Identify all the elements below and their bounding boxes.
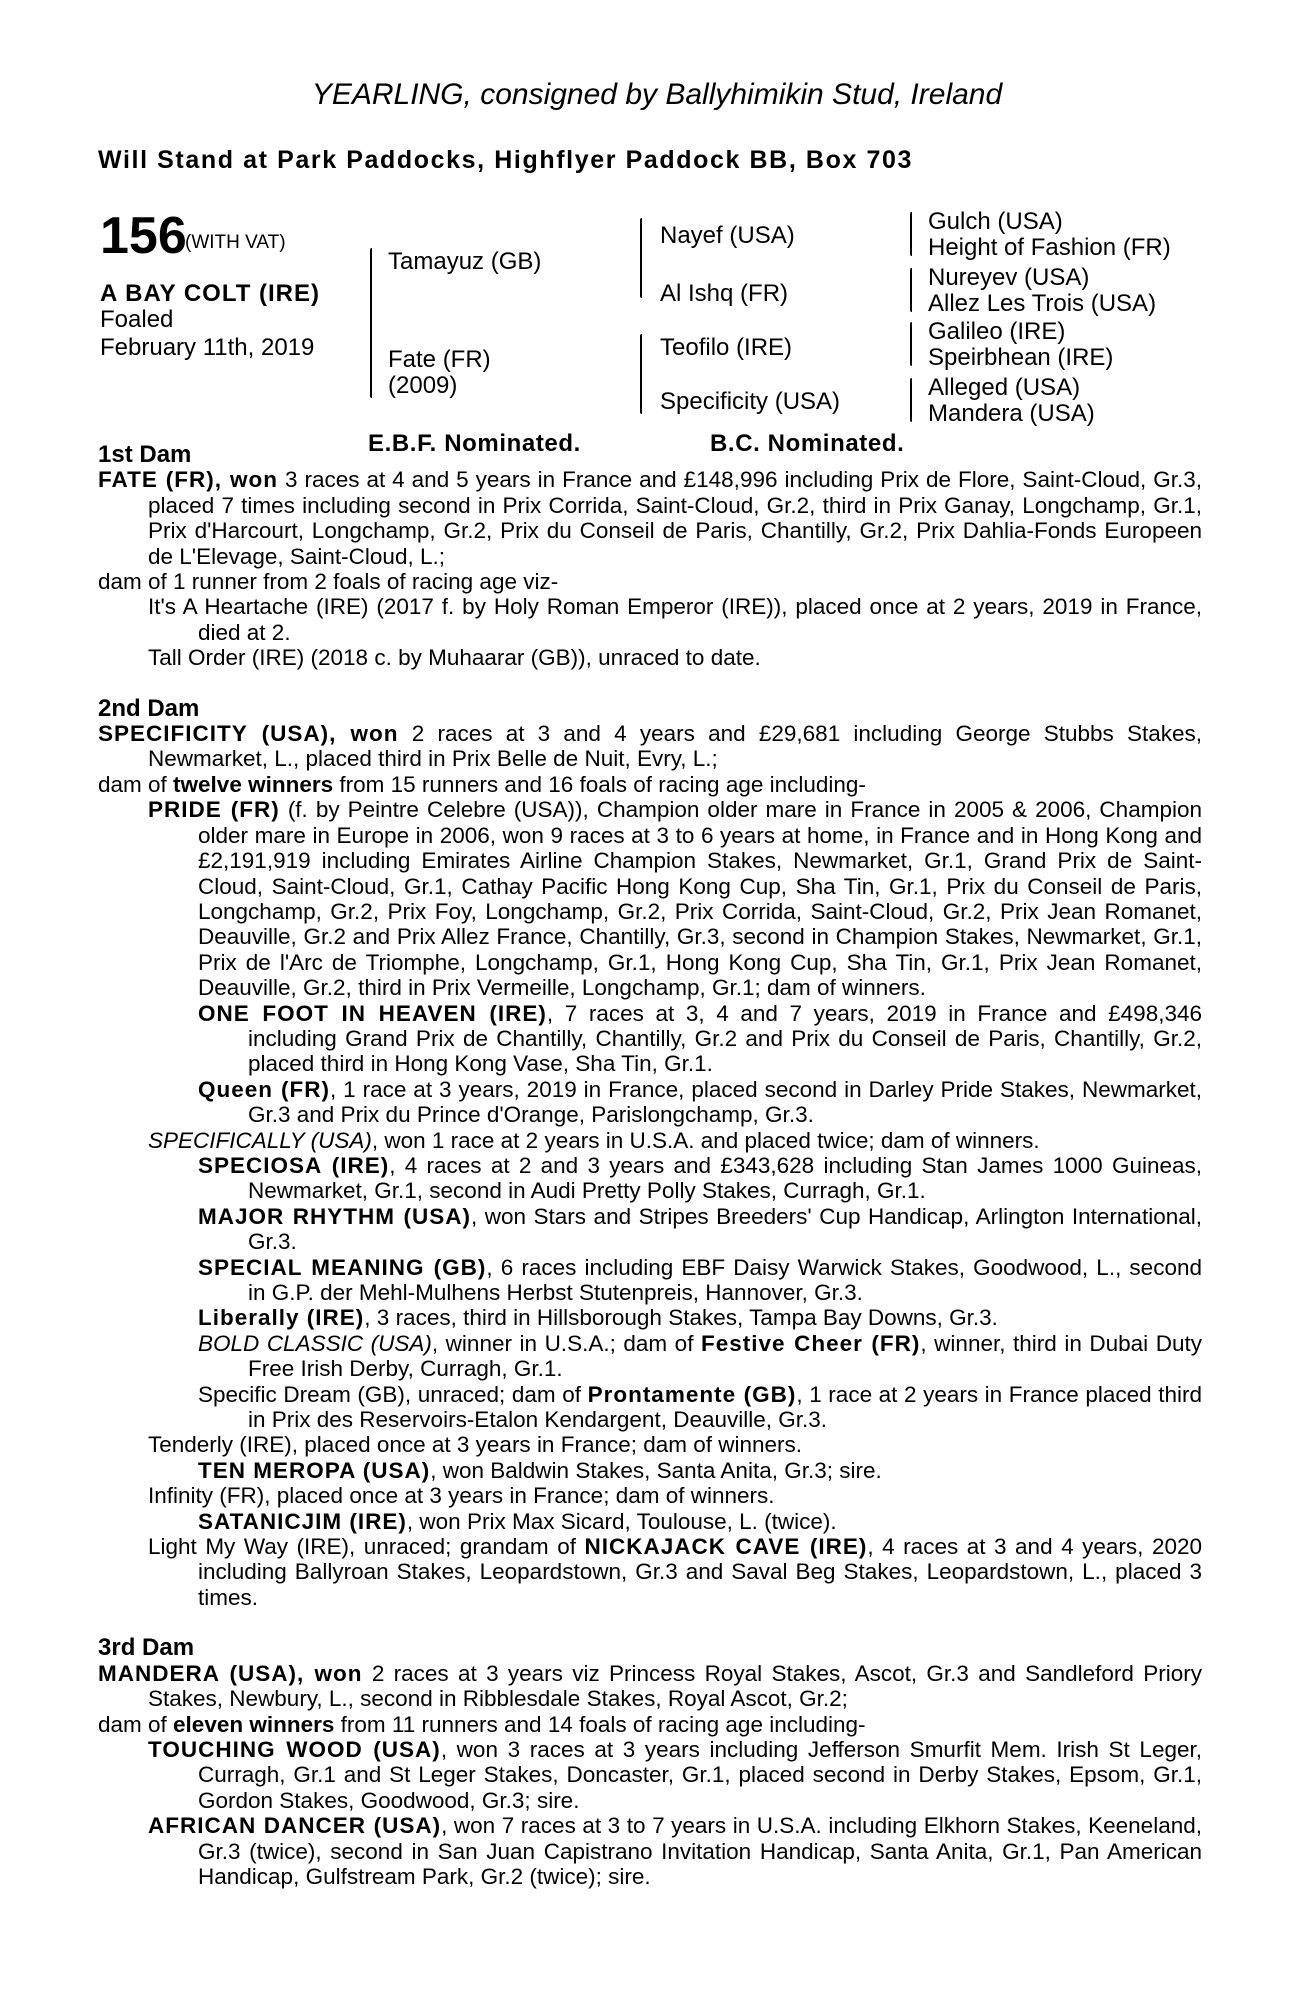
- produce-item: [98, 1813, 1202, 1889]
- pedigree-ggd: Height of Fashion (FR): [928, 234, 1171, 261]
- horse-name: NICKAJACK CAVE (IRE): [584, 1534, 868, 1560]
- page-title: YEARLING, consigned by Ballyhimikin Stud, Ireland: [311, 78, 1003, 111]
- lot-number: 156: [100, 207, 187, 265]
- horse-record: , won 7 races at 3 to 7 years in U.S.A. including Elkhorn Stakes, Keeneland, Gr.3 (twice), second in San Juan Capistrano Invitation Handicap, Santa Anita, Gr.1, Pan American Handicap, Gulfstream Park, Gr.2 (twice); sire.: [198, 1813, 1202, 1889]
- horse-record: , 1 race at 3 years, 2019 in France, placed second in Darley Pride Stakes, Newmarket, Gr.3 and Prix du Prince d'Orange, Parislongchamp, Gr.3.: [248, 1076, 1202, 1128]
- pedigree-notes: [98, 442, 1202, 1889]
- pedigree-ggd: Allez Les Trois (USA): [928, 290, 1157, 317]
- intro-text: dam of: [98, 771, 174, 797]
- horse-record: , winner in U.S.A.; dam of: [431, 1330, 701, 1356]
- horse-name: SATANICJIM (IRE): [198, 1508, 407, 1534]
- horse-record: Specific Dream (GB), unraced; dam of: [198, 1381, 588, 1407]
- pedigree-brace: [640, 334, 642, 414]
- pedigree-sire-sire: Nayef (USA): [660, 222, 795, 249]
- horse-name: SPECIAL MEANING (GB): [198, 1254, 487, 1280]
- winners-count: twelve winners: [173, 771, 334, 797]
- horse-name: Liberally (IRE): [198, 1305, 365, 1331]
- produce-item: [98, 1001, 1202, 1077]
- third-dam-produce-intro: [98, 1712, 1202, 1737]
- horse-record: , won Prix Max Sicard, Toulouse, L. (twice).: [406, 1508, 837, 1534]
- intro-text: from 11 runners and 14 foals of racing age including-: [334, 1711, 866, 1737]
- dam-record-text: 2 races at 3 years viz Princess Royal Stakes, Ascot, Gr.3 and Sandleford Priory Stakes, Newbury, L., second in Ribblesdale Stakes, Royal Ascot, Gr.2;: [148, 1660, 1202, 1712]
- produce-item: [98, 1534, 1202, 1610]
- pedigree-sire: Tamayuz (GB): [388, 248, 542, 275]
- produce-item: [98, 1255, 1202, 1306]
- pedigree-brace: [910, 268, 912, 312]
- dam-name: MANDERA (USA), won: [98, 1660, 363, 1686]
- produce-item: [98, 1458, 1202, 1483]
- vat-label: (WITH VAT): [185, 232, 286, 253]
- dam-record-text: 3 races at 4 and 5 years in France and £148,996 including Prix de Flore, Saint-Cloud, Gr.3, placed 7 times including second in Prix Corrida, Saint-Cloud, Gr.2, third in Prix Ganay, Longchamp, Gr.1, Prix d'Harcourt, Longchamp, Gr.2, Prix du Conseil de Paris, Chantilly, Gr.2, Prix Dahlia-Fonds Europeen de L'Elevage, Saint-Cloud, L.;: [148, 467, 1202, 569]
- intro-text: dam of: [98, 1711, 174, 1737]
- horse-name: Festive Cheer (FR): [701, 1330, 921, 1356]
- horse-record: (f. by Peintre Celebre (USA)), Champion older mare in France in 2005 & 2006, Champion older mare in Europe in 2006, won 9 races at 3 to 6 years at home, in France and in Hong Kong and £2,191,919 including Emirates Airline Champion Stakes, Newmarket, Gr.1, Grand Prix de Saint-Cloud, Saint-Cloud, Gr.1, Cathay Pacific Hong Kong Cup, Sha Tin, Gr.1, Prix du Conseil de Paris, Longchamp, Gr.2, Prix Foy, Longchamp, Gr.2, Prix Corrida, Saint-Cloud, Gr.2, Prix Jean Romanet, Deauville, Gr.2 and Prix Allez France, Chantilly, Gr.3, second in Champion Stakes, Newmarket, Gr.1, Prix de l'Arc de Triomphe, Longchamp, Gr.1, Hong Kong Cup, Sha Tin, Gr.1, Prix Jean Romanet, Deauville, Gr.2, third in Prix Vermeille, Longchamp, Gr.1; dam of winners.: [198, 797, 1202, 1001]
- lot-name: A BAY COLT (IRE): [100, 280, 321, 307]
- horse-name: ONE FOOT IN HEAVEN (IRE): [198, 1000, 547, 1026]
- third-dam-heading: 3rd Dam: [98, 1634, 195, 1662]
- horse-name: AFRICAN DANCER (USA): [148, 1813, 442, 1839]
- produce-item: [98, 1382, 1202, 1433]
- horse-record: , 7 races at 3, 4 and 7 years, 2019 in France and £498,346 including Grand Prix de Chantilly, Chantilly, Gr.2 and Prix du Conseil de Paris, Chantilly, Gr.2, placed third in Hong Kong Vase, Sha Tin, Gr.1.: [248, 1000, 1203, 1077]
- horse-record: , won 3 races at 3 years including Jefferson Smurfit Mem. Irish St Leger, Curragh, Gr.1 and St Leger Stakes, Doncaster, Gr.1, placed second in Derby Stakes, Epsom, Gr.1, Gordon Stakes, Goodwood, Gr.3; sire.: [198, 1736, 1202, 1813]
- pedigree-brace: [910, 322, 912, 366]
- horse-record: , 3 races, third in Hillsborough Stakes, Tampa Bay Downs, Gr.3.: [364, 1305, 998, 1331]
- pedigree-ggd: Speirbhean (IRE): [928, 344, 1114, 371]
- second-dam-record: [98, 721, 1202, 772]
- first-dam-heading: 1st Dam: [98, 441, 192, 468]
- pedigree-ggs: Nureyev (USA): [928, 264, 1090, 291]
- pedigree-brace: [910, 378, 912, 422]
- produce-item: Tenderly (IRE), placed once at 3 years in France; dam of winners.: [148, 1432, 803, 1458]
- pedigree-dam-sire: Teofilo (IRE): [660, 334, 793, 361]
- produce-item: [98, 1509, 1202, 1534]
- horse-record: , winner, third in Dubai Duty Free Irish Derby, Curragh, Gr.1.: [248, 1330, 1202, 1382]
- pedigree-brace: [910, 212, 912, 256]
- winners-count: eleven winners: [173, 1711, 335, 1737]
- horse-name: BOLD CLASSIC (USA): [198, 1330, 432, 1356]
- produce-item: [98, 1737, 1202, 1813]
- first-dam-record: [98, 467, 1202, 569]
- pedigree-ggd: Mandera (USA): [928, 400, 1095, 427]
- horse-record: , 4 races at 3 and 4 years, 2020 including Ballyroan Stakes, Leopardstown, Gr.3 and Saval Beg Stakes, Leopardstown, L., placed 3 times.: [198, 1534, 1202, 1610]
- pedigree-ggs: Gulch (USA): [928, 208, 1063, 235]
- horse-name: MAJOR RHYTHM (USA): [198, 1203, 471, 1229]
- horse-name: SPECIOSA (IRE): [198, 1152, 390, 1178]
- pedigree-dam-dam: Specificity (USA): [660, 388, 841, 415]
- pedigree-dam: Fate (FR): [388, 346, 491, 373]
- produce-item: Infinity (FR), placed once at 3 years in France; dam of winners.: [148, 1483, 775, 1509]
- horse-record: , 4 races at 2 and 3 years and £343,628 including Stan James 1000 Guineas, Newmarket, Gr.1, second in Audi Pretty Polly Stakes, Curragh, Gr.1.: [248, 1152, 1202, 1204]
- second-dam-heading: 2nd Dam: [98, 694, 200, 722]
- produce-item: [98, 797, 1202, 1000]
- produce-item: [98, 1204, 1202, 1255]
- horse-record: , 1 race at 2 years in France placed third in Prix des Reservoirs-Etalon Kendargent, Deauville, Gr.3.: [248, 1381, 1202, 1433]
- horse-record: , won Baldwin Stakes, Santa Anita, Gr.3; sire.: [430, 1457, 882, 1483]
- horse-record: , won 1 race at 2 years in U.S.A. and placed twice; dam of winners.: [371, 1127, 1040, 1153]
- foaled-date: February 11th, 2019: [100, 334, 315, 361]
- first-dam-produce-intro: dam of 1 runner from 2 foals of racing age viz-: [98, 569, 559, 595]
- second-dam-produce-intro: [98, 772, 1202, 797]
- dam-record-text: 2 races at 3 and 4 years and £29,681 including George Stubbs Stakes, Newmarket, L., placed third in Prix Belle de Nuit, Evry, L.;: [148, 721, 1202, 772]
- third-dam-record: [98, 1661, 1202, 1712]
- dam-name: FATE (FR), won: [98, 467, 278, 493]
- dam-name: SPECIFICITY (USA), won: [98, 721, 399, 747]
- produce-item: [98, 1128, 1202, 1153]
- pedigree-brace: [370, 248, 372, 398]
- produce-item: It's A Heartache (IRE) (2017 f. by Holy Roman Emperor (IRE)), placed once at 2 years, 2019 in France, died at 2.: [148, 594, 1202, 645]
- horse-name: TOUCHING WOOD (USA): [148, 1736, 441, 1762]
- pedigree-ggs: Galileo (IRE): [928, 318, 1066, 345]
- horse-record: , won Stars and Stripes Breeders' Cup Handicap, Arlington International, Gr.3.: [248, 1203, 1202, 1255]
- produce-item: Tall Order (IRE) (2018 c. by Muhaarar (GB)), unraced to date.: [148, 645, 761, 671]
- stand-location: Will Stand at Park Paddocks, Highflyer Paddock BB, Box 703: [98, 146, 914, 174]
- pedigree-dam-year: (2009): [388, 372, 458, 399]
- bc-nominated: B.C. Nominated.: [710, 430, 905, 457]
- pedigree-brace: [640, 218, 642, 298]
- pedigree-sire-dam: Al Ishq (FR): [660, 280, 789, 307]
- produce-item: [98, 1331, 1202, 1382]
- horse-name: SPECIFICALLY (USA): [148, 1127, 372, 1153]
- produce-item: [98, 1077, 1202, 1128]
- horse-name: Queen (FR): [198, 1076, 330, 1102]
- horse-name: Prontamente (GB): [587, 1381, 797, 1407]
- produce-item: [98, 1305, 1202, 1330]
- horse-name: PRIDE (FR): [148, 797, 280, 823]
- ebf-nominated: E.B.F. Nominated.: [368, 430, 581, 457]
- produce-item: [98, 1153, 1202, 1204]
- intro-text: from 15 runners and 16 foals of racing age including-: [333, 771, 866, 797]
- horse-record: Light My Way (IRE), unraced; grandam of: [148, 1534, 585, 1560]
- pedigree-ggs: Alleged (USA): [928, 374, 1081, 401]
- horse-record: , 6 races including EBF Daisy Warwick Stakes, Goodwood, L., second in G.P. der Mehl-Mulhens Herbst Stutenpreis, Hannover, Gr.3.: [248, 1254, 1202, 1305]
- horse-name: TEN MEROPA (USA): [198, 1457, 431, 1483]
- foaled-label: Foaled: [100, 306, 174, 333]
